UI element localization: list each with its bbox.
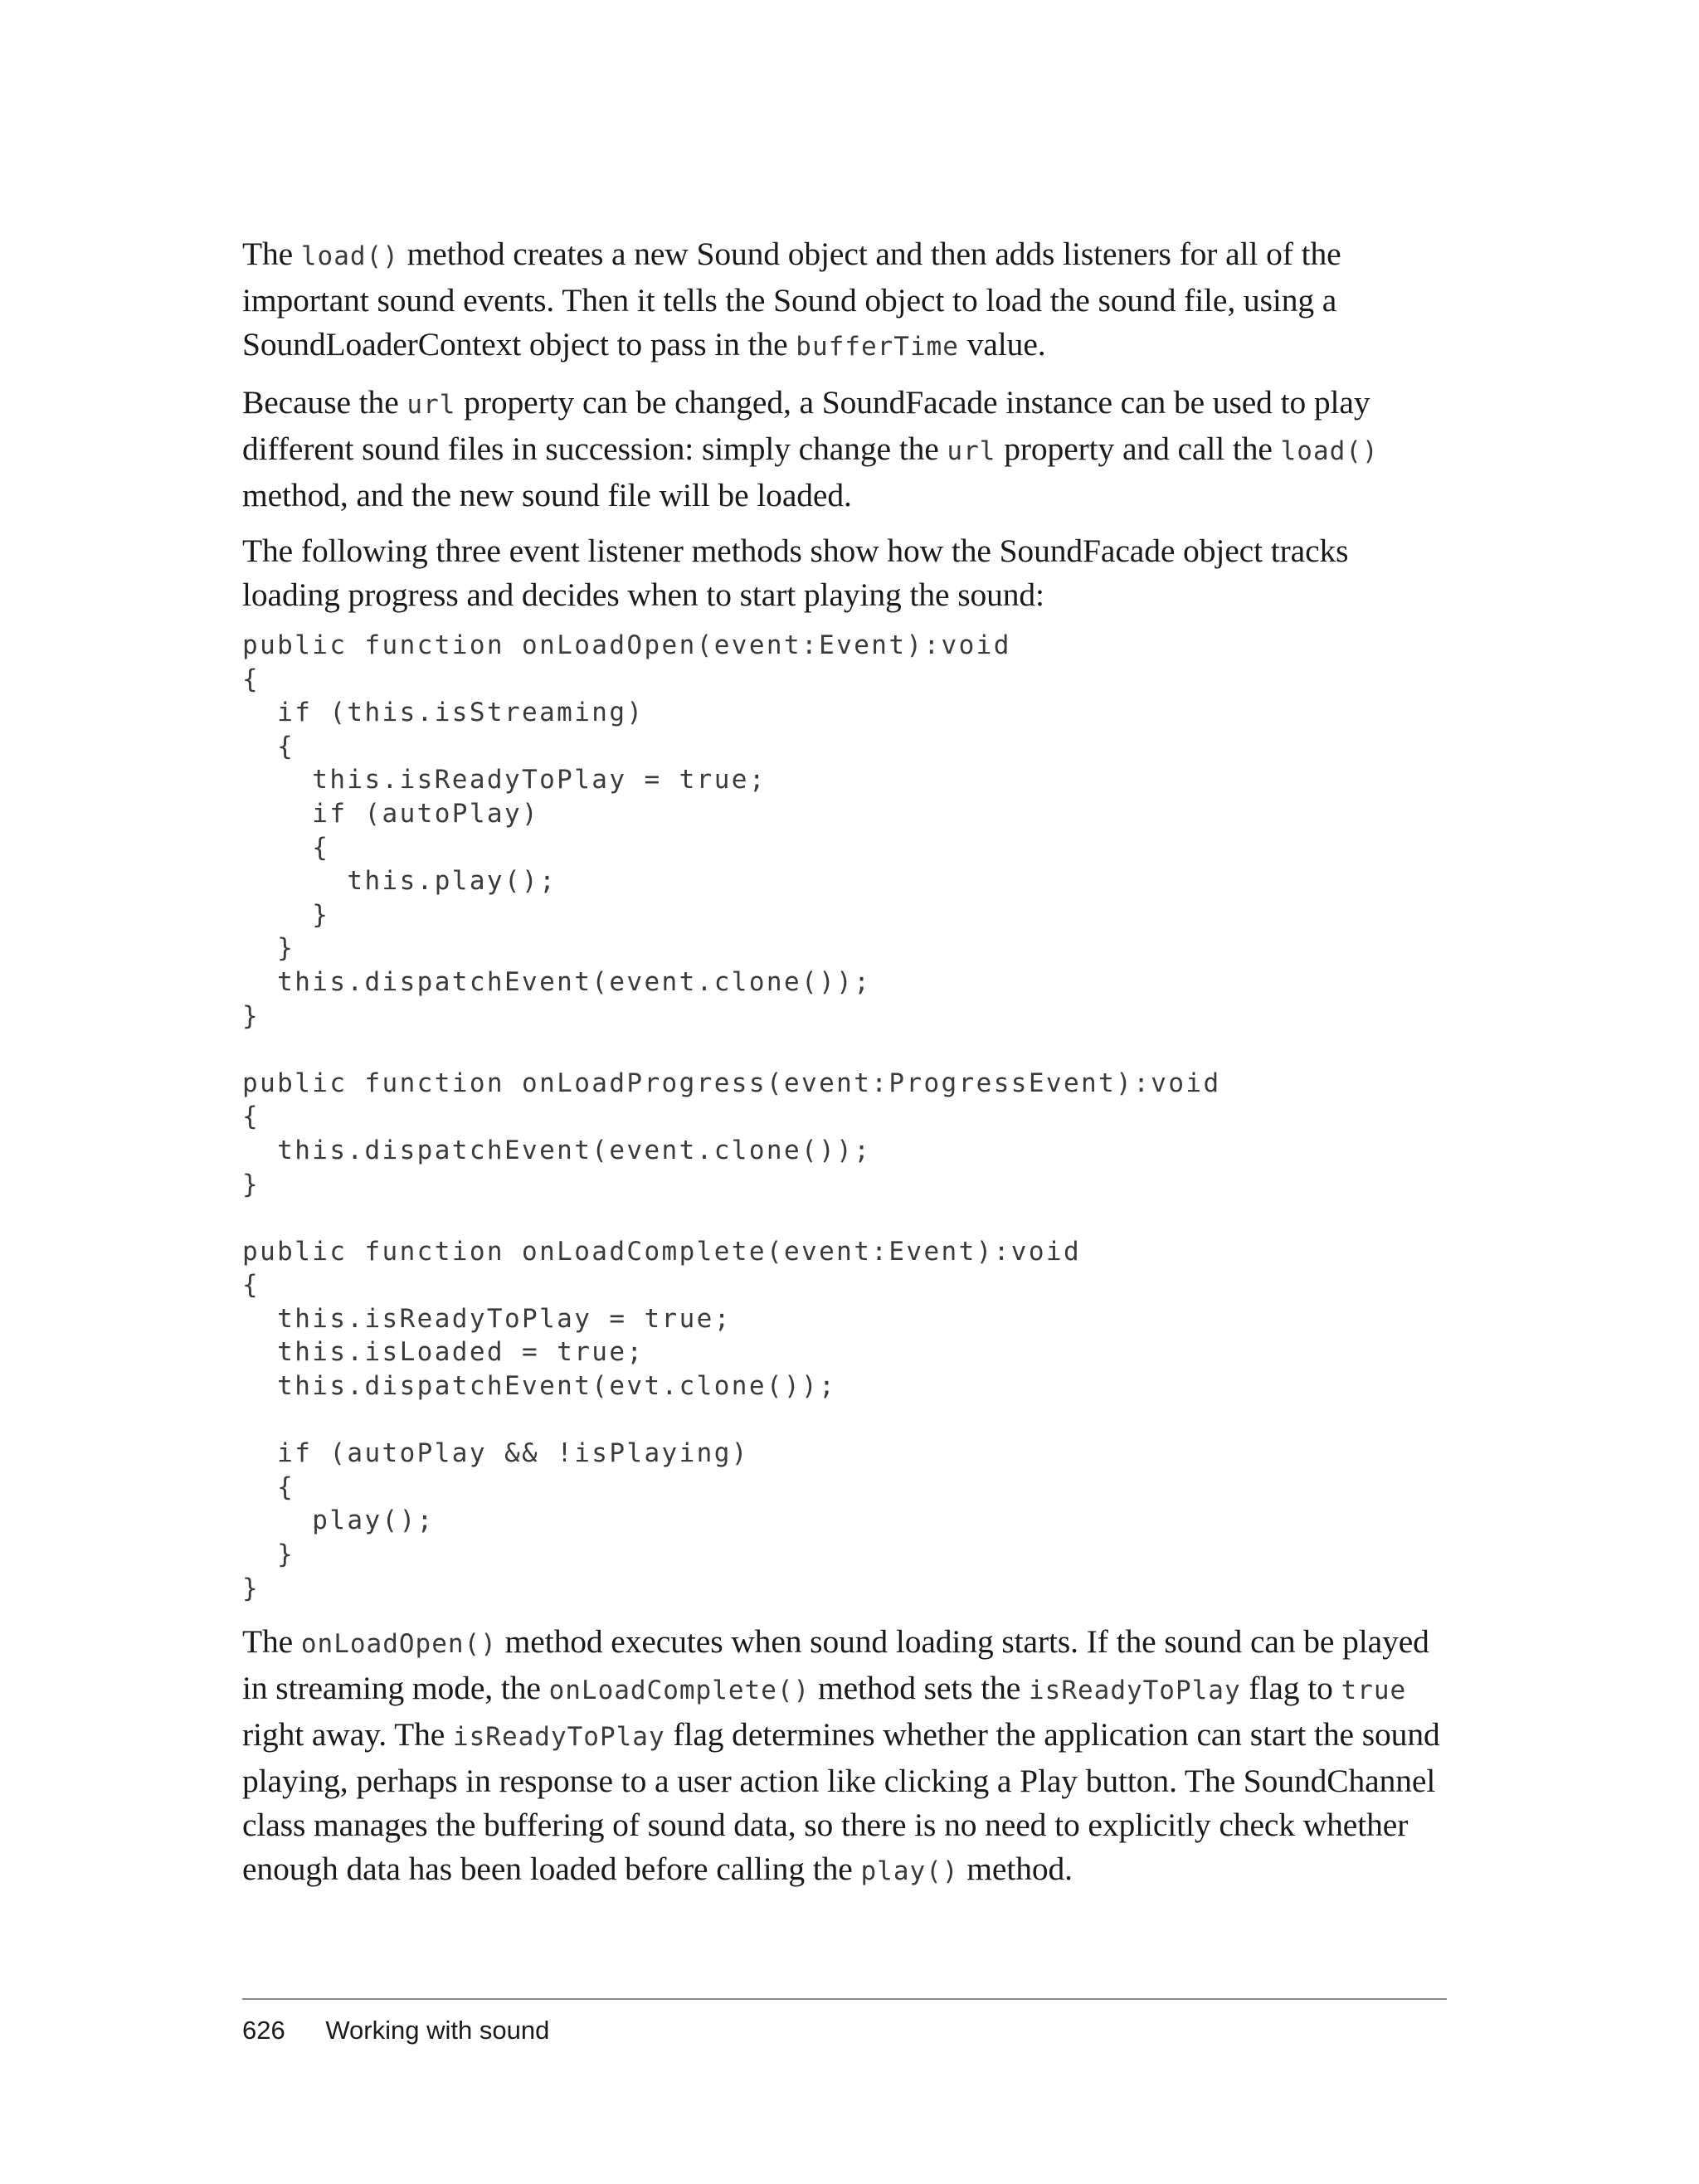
inline-code: load() xyxy=(1280,436,1379,466)
paragraph-url-property xyxy=(242,381,1447,518)
paragraph-text: method sets the xyxy=(810,1670,1029,1707)
code-line: { xyxy=(242,1471,295,1502)
paragraph-text: The xyxy=(242,236,301,272)
code-line: public function onLoadComplete(event:Event):void xyxy=(242,1236,1082,1267)
code-line: public function onLoadProgress(event:ProgressEvent):void xyxy=(242,1068,1221,1098)
code-line: } xyxy=(242,1000,260,1031)
paragraph-text: flag determines whether the application can start the sound playing, perhaps in response to a user action like clicking a Play button. The SoundChannel class manages the buffering of sound data, so there is no need to explicitly check whether enough data has been loaded before calling the xyxy=(242,1716,1440,1888)
code-line: } xyxy=(242,933,295,964)
inline-code: isReadyToPlay xyxy=(452,1722,665,1753)
code-line: this.play(); xyxy=(242,866,557,897)
paragraph-text: right away. The xyxy=(242,1716,453,1754)
page-number: 626 xyxy=(242,2016,285,2045)
inline-code: url xyxy=(947,436,996,466)
code-line: { xyxy=(242,1270,260,1301)
code-line: { xyxy=(242,731,295,761)
code-line: this.dispatchEvent(event.clone()); xyxy=(242,966,872,997)
code-line: play(); xyxy=(242,1505,435,1536)
paragraph-text: property and call the xyxy=(996,430,1281,467)
paragraph-text: The following three event listener methods show how the SoundFacade object tracks loading progress and decides when to start playing the sound: xyxy=(242,533,1349,613)
code-line: this.isReadyToPlay = true; xyxy=(242,1303,732,1334)
paragraph-text: property can be changed, a SoundFacade instance can be used to play different sound files in succession: simply change the xyxy=(242,384,1370,467)
paragraph-load-method xyxy=(242,232,1447,369)
code-line: public function onLoadOpen(event:Event):void xyxy=(242,630,1011,660)
inline-code: true xyxy=(1341,1676,1407,1706)
inline-code: load() xyxy=(300,241,399,271)
paragraph-text: method. xyxy=(958,1851,1073,1888)
paragraph-text: Because the xyxy=(242,384,407,421)
code-line xyxy=(242,1403,1447,1437)
code-line: } xyxy=(242,899,330,930)
code-line: { xyxy=(242,1102,260,1132)
inline-code: bufferTime xyxy=(796,332,959,362)
inline-code: onLoadOpen() xyxy=(300,1629,497,1660)
code-line: { xyxy=(242,664,260,694)
code-line: this.isReadyToPlay = true; xyxy=(242,765,767,795)
code-line xyxy=(242,1201,1447,1235)
inline-code: url xyxy=(406,390,456,420)
code-line: } xyxy=(242,1169,260,1199)
code-line: this.isLoaded = true; xyxy=(242,1337,645,1368)
code-line: this.dispatchEvent(evt.clone()); xyxy=(242,1371,837,1402)
paragraph-text: method, and the new sound file will be loaded. xyxy=(242,477,852,513)
paragraph-text: method creates a new Sound object and then adds listeners for all of the important sound events. Then it tells the Sound object to load the sound file, using a SoundLoaderContext object to pass in the xyxy=(242,236,1341,362)
paragraph-text: flag to xyxy=(1240,1670,1341,1707)
code-line: if (autoPlay) xyxy=(242,798,540,829)
paragraph-text: method executes when sound loading starts. If the sound can be played in streaming mode, the xyxy=(242,1623,1429,1707)
code-line: this.dispatchEvent(event.clone()); xyxy=(242,1135,872,1165)
code-line xyxy=(242,1033,1447,1067)
paragraph-event-listeners-intro xyxy=(242,529,1447,617)
page-body xyxy=(242,232,1447,1905)
paragraph-text: The xyxy=(242,1623,301,1661)
code-line: } xyxy=(242,1573,260,1603)
code-line: if (autoPlay && !isPlaying) xyxy=(242,1438,749,1469)
page-footer xyxy=(242,2016,549,2045)
inline-code: onLoadComplete() xyxy=(548,1676,811,1706)
code-line: { xyxy=(242,832,330,863)
code-line: } xyxy=(242,1540,295,1570)
paragraph-text: value. xyxy=(958,326,1046,362)
inline-code: isReadyToPlay xyxy=(1029,1676,1241,1706)
paragraph-onloadopen-explanation xyxy=(242,1620,1447,1894)
footer-divider xyxy=(242,1998,1447,2000)
code-line: if (this.isStreaming) xyxy=(242,698,645,728)
code-listing xyxy=(242,629,1447,1605)
running-footer-title: Working with sound xyxy=(325,2016,550,2045)
inline-code: play() xyxy=(860,1856,959,1887)
